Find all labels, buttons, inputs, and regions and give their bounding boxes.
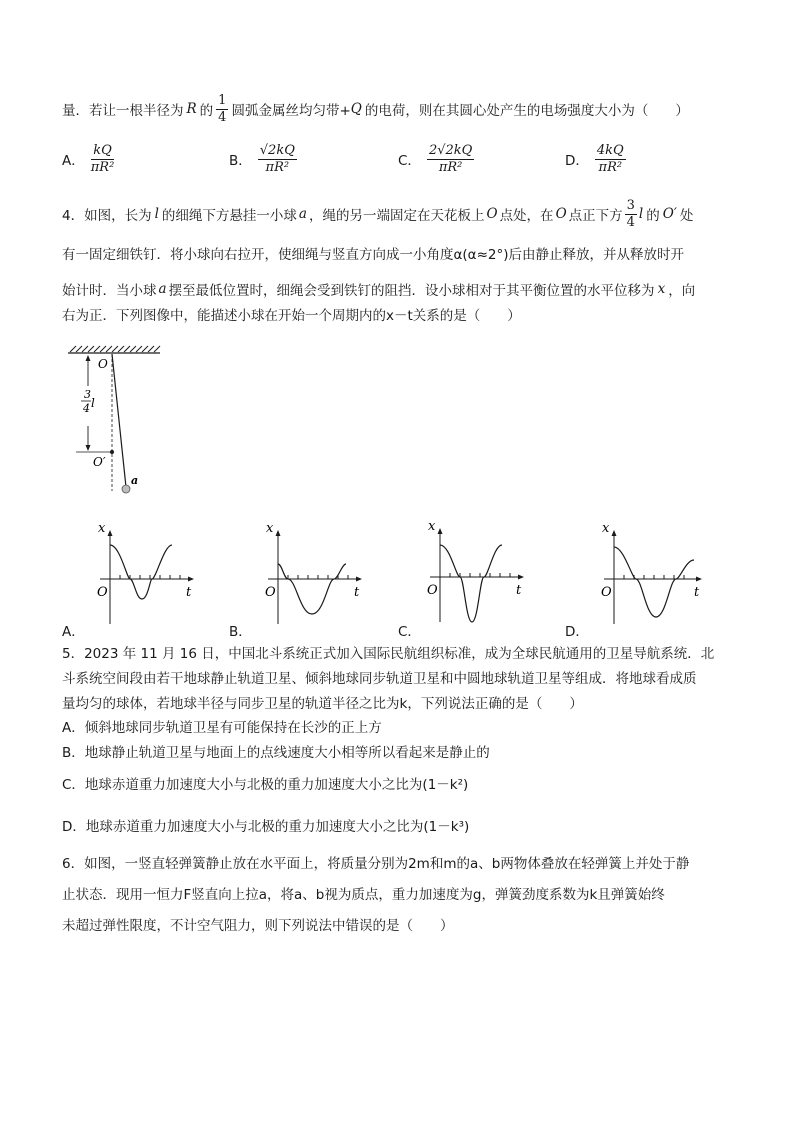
q3-option-a-label: A． — [62, 153, 85, 170]
q3-frac-num: 1 — [218, 92, 227, 108]
q3-stem-prefix: 量．若让一根半径为 — [62, 103, 184, 119]
fig-l: l — [91, 396, 95, 410]
q3-option-a-fraction — [91, 144, 115, 174]
arrow-head-top — [86, 355, 91, 361]
q3-option-a[interactable] — [62, 144, 114, 174]
q3-stem-mid: 圆弧金属丝均匀带+ — [231, 103, 351, 119]
q4-text-1e: 点正下方 — [568, 208, 623, 224]
graph-a-x-label: x — [98, 521, 106, 536]
q4-var-Oprime: O′ — [662, 206, 677, 222]
q3-option-d-label: D． — [565, 153, 589, 170]
q3-option-a-den: πR² — [90, 159, 115, 175]
q3-option-b-den: πR² — [265, 159, 290, 175]
q4-text-3c: ，向 — [668, 283, 696, 299]
graph-d-origin: O — [601, 585, 612, 600]
q4-text-1f: 的 — [646, 208, 660, 224]
q3-option-d-den: πR² — [598, 159, 623, 175]
graph-b-curve — [278, 564, 346, 614]
graph-d-x-label: x — [602, 521, 610, 536]
q3-option-a-num: kQ — [93, 143, 112, 158]
graph-b-x-label: x — [266, 521, 274, 536]
q4-var-a2: a — [158, 281, 167, 297]
graph-b-x-arrow — [356, 577, 362, 582]
q3-stem-suffix: 的电荷，则在其圆心处产生的电场强度大小为（ ） — [364, 103, 689, 119]
q5-option-c[interactable]: C．地球赤道重力加速度大小与北极的重力加速度大小之比为(1－k²) — [62, 777, 469, 793]
arrow-head-bottom — [86, 445, 91, 451]
q3-option-b[interactable] — [229, 144, 297, 174]
q3-option-c-label: C． — [398, 153, 421, 170]
q4-text-3b: 摆至最低位置时，细绳会受到铁钉的阻挡．设小球相对于其平衡位置的水平位移为 — [168, 283, 655, 299]
q4-var-O2: O — [555, 206, 567, 222]
q4-text-1d: 点处，在 — [499, 208, 554, 224]
fig-frac-num: 3 — [84, 388, 91, 401]
fig-frac-den: 4 — [83, 402, 90, 415]
q3-option-c-fraction — [427, 144, 474, 174]
q3-frac-den: 4 — [218, 109, 227, 125]
q4-graph-d[interactable] — [598, 520, 712, 630]
fig-label-O: O — [98, 357, 108, 371]
q4-var-a: a — [298, 206, 307, 222]
q3-option-b-num: √2kQ — [259, 143, 295, 158]
q4-text-1a: 4．如图，长为 — [62, 208, 152, 224]
q4-graph-c[interactable] — [424, 518, 534, 628]
q4-frac-den: 4 — [626, 214, 635, 230]
graph-c-y-arrow — [438, 528, 443, 534]
q4-text-1g: 处 — [679, 208, 694, 224]
q4-var-l: l — [154, 206, 159, 222]
graph-a-origin: O — [97, 585, 108, 600]
graph-a-t-label: t — [186, 585, 192, 600]
ball — [122, 485, 130, 493]
q4-var-x: x — [657, 281, 666, 297]
q4-pendulum-figure — [60, 344, 170, 499]
graph-b-y-arrow — [276, 530, 281, 536]
fig-label-Oprime: O′ — [93, 455, 106, 469]
q3-R: R — [186, 101, 197, 117]
q4-graph-b-label: B． — [229, 624, 252, 640]
q4-graph-c-label: C． — [398, 624, 421, 640]
graph-d-t-label: t — [694, 585, 700, 600]
q5-line-3: 量均匀的球体，若地球半径与同步卫星的轨道半径之比为k，下列说法正确的是（ ） — [62, 696, 583, 712]
q4-fraction — [625, 199, 637, 229]
q4-graph-a-label: A． — [62, 624, 85, 640]
graph-d-curve — [614, 547, 694, 617]
q3-Q: Q — [350, 101, 362, 117]
graph-c-t-label: t — [516, 583, 522, 598]
q4-frac-num: 3 — [626, 197, 635, 213]
q5-line-1: 5．2023 年 11 月 16 日，中国北斗系统正式加入国际民航组织标准，成为全球民航通用的卫星导航系统．北 — [62, 646, 715, 662]
q3-option-b-label: B． — [229, 153, 252, 170]
q4-text-3a: 始计时．当小球 — [62, 283, 157, 299]
q5-option-b[interactable]: B．地球静止轨道卫星与地面上的点线速度大小相等所以看起来是静止的 — [62, 745, 490, 761]
q6-line-2: 止状态．现用一恒力F竖直向上拉a，将a、b视为质点，重力加速度为g，弹簧劲度系数为k且弹簧始终 — [62, 887, 665, 903]
q3-option-c[interactable] — [398, 144, 474, 174]
graph-a-y-arrow — [108, 530, 113, 536]
fig-label-a: a — [131, 474, 139, 487]
q5-option-d[interactable]: D．地球赤道重力加速度大小与北极的重力加速度大小之比为(1－k³) — [62, 819, 470, 835]
q4-line-1 — [62, 196, 693, 232]
q5-line-2: 斗系统空间段由若干地球静止轨道卫星、倾斜地球同步轨道卫星和中圆地球轨道卫星等组成．将地球看成质 — [62, 671, 697, 687]
q4-graph-d-label: D． — [565, 624, 589, 640]
q3-de: 的 — [199, 103, 214, 119]
graph-c-x-arrow — [518, 575, 524, 580]
q4-text-1b: 的细绳下方悬挂一小球 — [161, 208, 297, 224]
q6-line-1: 6．如图，一竖直轻弹簧静止放在水平面上，将质量分别为2m和m的a、b两物体叠放在轻弹簧上并处于静 — [62, 856, 690, 872]
ceiling — [68, 346, 160, 353]
q4-line-3 — [62, 279, 695, 299]
graph-c-origin: O — [427, 583, 438, 598]
q3-fraction — [216, 94, 228, 124]
q3-option-d-num: 4kQ — [596, 143, 624, 158]
q4-graph-a[interactable] — [94, 520, 204, 630]
q3-stem — [62, 92, 689, 126]
q3-option-c-num: 2√2kQ — [428, 143, 473, 158]
graph-c-x-label: x — [428, 519, 436, 534]
q4-line-2: 有一固定细铁钉．将小球向右拉开，使细绳与竖直方向成一小角度α(α≈2°)后由静止释放，并从释放时开 — [62, 247, 684, 263]
graph-d-x-arrow — [696, 577, 702, 582]
graph-b-t-label: t — [354, 585, 360, 600]
graph-d-y-arrow — [612, 530, 617, 536]
graph-a-x-arrow — [188, 577, 194, 582]
q4-var-O: O — [486, 206, 498, 222]
string — [112, 354, 126, 487]
q4-line-4: 右为正．下列图像中，能描述小球在开始一个周期内的x－t关系的是（ ） — [62, 308, 521, 324]
q4-text-1c: ，绳的另一端固定在天花板上 — [308, 208, 485, 224]
graph-c-curve — [440, 545, 502, 622]
q4-graph-b[interactable] — [262, 520, 372, 630]
graph-a-curve — [110, 545, 172, 599]
q3-option-d-fraction — [595, 144, 626, 174]
q5-option-a[interactable]: A．倾斜地球同步轨道卫星有可能保持在长沙的正上方 — [62, 720, 382, 736]
q3-option-c-den: πR² — [438, 159, 463, 175]
graph-b-origin: O — [265, 585, 276, 600]
q3-option-b-fraction — [258, 144, 297, 174]
q6-line-3: 未超过弹性限度，不计空气阻力，则下列说法中错误的是（ ） — [62, 918, 454, 934]
q4-var-l2: l — [638, 206, 644, 222]
q3-option-d[interactable] — [565, 144, 626, 174]
